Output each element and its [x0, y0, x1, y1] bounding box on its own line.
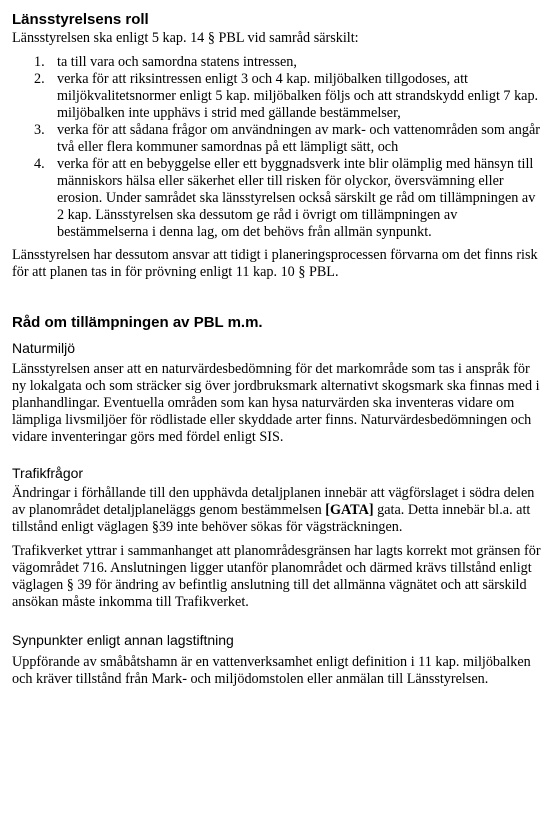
list-item: [12, 71, 544, 122]
list-item-number: 4.: [34, 156, 45, 172]
subheading-synpunkter: Synpunkter enligt annan lagstiftning: [12, 632, 234, 648]
document-page: [12, 10, 544, 688]
subheading-trafikfragor: Trafikfrågor: [12, 465, 84, 481]
section-lansstyrelsens-roll: [12, 10, 544, 281]
section-heading-lansstyrelsens-roll: Länsstyrelsens roll: [12, 11, 149, 28]
synpunkter-paragraph: Uppförande av småbåtshamn är en vattenverksamhet enligt definition i 11 kap. miljöbalken och kräver tillstånd från Mark- och miljödomstolen eller anmälan till Länsstyrelsen.: [12, 654, 531, 687]
list-item-number: 3.: [34, 122, 45, 138]
list-item-text: verka för att riksintressen enligt 3 och 4 kap. miljöbalken tillgodoses, att miljökvalitetsnormer enligt 5 kap. miljöbalken följs och att strandskydd enligt 7 kap. miljöbalken inte upphävs i strid med gällande bestämmelser,: [57, 71, 539, 121]
section-heading-rad: Råd om tillämpningen av PBL m.m.: [12, 314, 263, 331]
list-item: [12, 122, 544, 156]
trafikfragor-text-1b: gata. Detta innebär bl.a. att tillstånd enligt väglagen §39 inte behöver sökas för vägsträckningen.: [12, 502, 531, 535]
trafikfragor-paragraph-1: [12, 485, 544, 536]
closing-paragraph: Länsstyrelsen har dessutom ansvar att tidigt i planeringsprocessen förvarna om det finns risk för att planen tas in för prövning enligt 11 kap. 10 § PBL.: [12, 247, 538, 280]
list-item: [12, 156, 544, 241]
list-item-number: 1.: [34, 54, 45, 70]
list-item-number: 2.: [34, 71, 45, 87]
list-item-text: ta till vara och samordna statens intressen,: [57, 54, 297, 70]
intro-paragraph: Länsstyrelsen ska enligt 5 kap. 14 § PBL vid samråd särskilt:: [12, 30, 359, 46]
trafikfragor-text-1a: Ändringar i förhållande till den upphävda detaljplanen innebär att vägförslaget i södra delen av planområdet detaljplaneläggs genom bestämmelsen: [12, 485, 535, 518]
list-item-text: verka för att sådana frågor om användningen av mark- och vattenområden som angår två eller flera kommuner samordnas på ett lämpligt sätt, och: [57, 122, 540, 155]
gata-designation: [GATA]: [325, 502, 374, 518]
trafikfragor-paragraph-2: Trafikverket yttrar i sammanhanget att planområdesgränsen har lagts korrekt mot gränsen för vägområdet 716. Anslutningen ligger utanför planområdet och därmed krävs tillstånd enligt väglagen § 39 för ändring av befintlig anslutning till det allmänna vägnätet och att särskild ansökan måste inkomma till Trafikverket.: [12, 543, 541, 610]
list-item: [12, 54, 544, 71]
list-item-text: verka för att en bebyggelse eller ett byggnadsverk inte blir olämplig med hänsyn till människors hälsa eller säkerhet eller till risken för olyckor, översvämning eller erosion. Under samrådet ska länsstyrelsen också särskilt ge råd om tillämpningen av 2 kap. Länsstyrelsen ska dessutom ge råd i övrigt om tillämpningen av bestämmelserna i denna lag, om det behövs från allmän synpunkt.: [57, 156, 536, 240]
duties-list: [12, 54, 544, 241]
section-rad: [12, 313, 544, 688]
naturmiljo-paragraph: Länsstyrelsen anser att en naturvärdesbedömning för det markområde som tas i anspråk för ny lokalgata och som sträcker sig över jordbruksmark alternativt skogsmark ska finnas med i planhandlingar. Eventuella områden som kan hysa naturvärden ska inventeras vidare om lämpliga livsmiljöer för rödlistade eller skyddade arter finns. Naturvärdesbedömningen och vidare inventeringar görs med fördel enligt SIS.: [12, 361, 540, 445]
subheading-naturmiljo: Naturmiljö: [12, 340, 76, 356]
